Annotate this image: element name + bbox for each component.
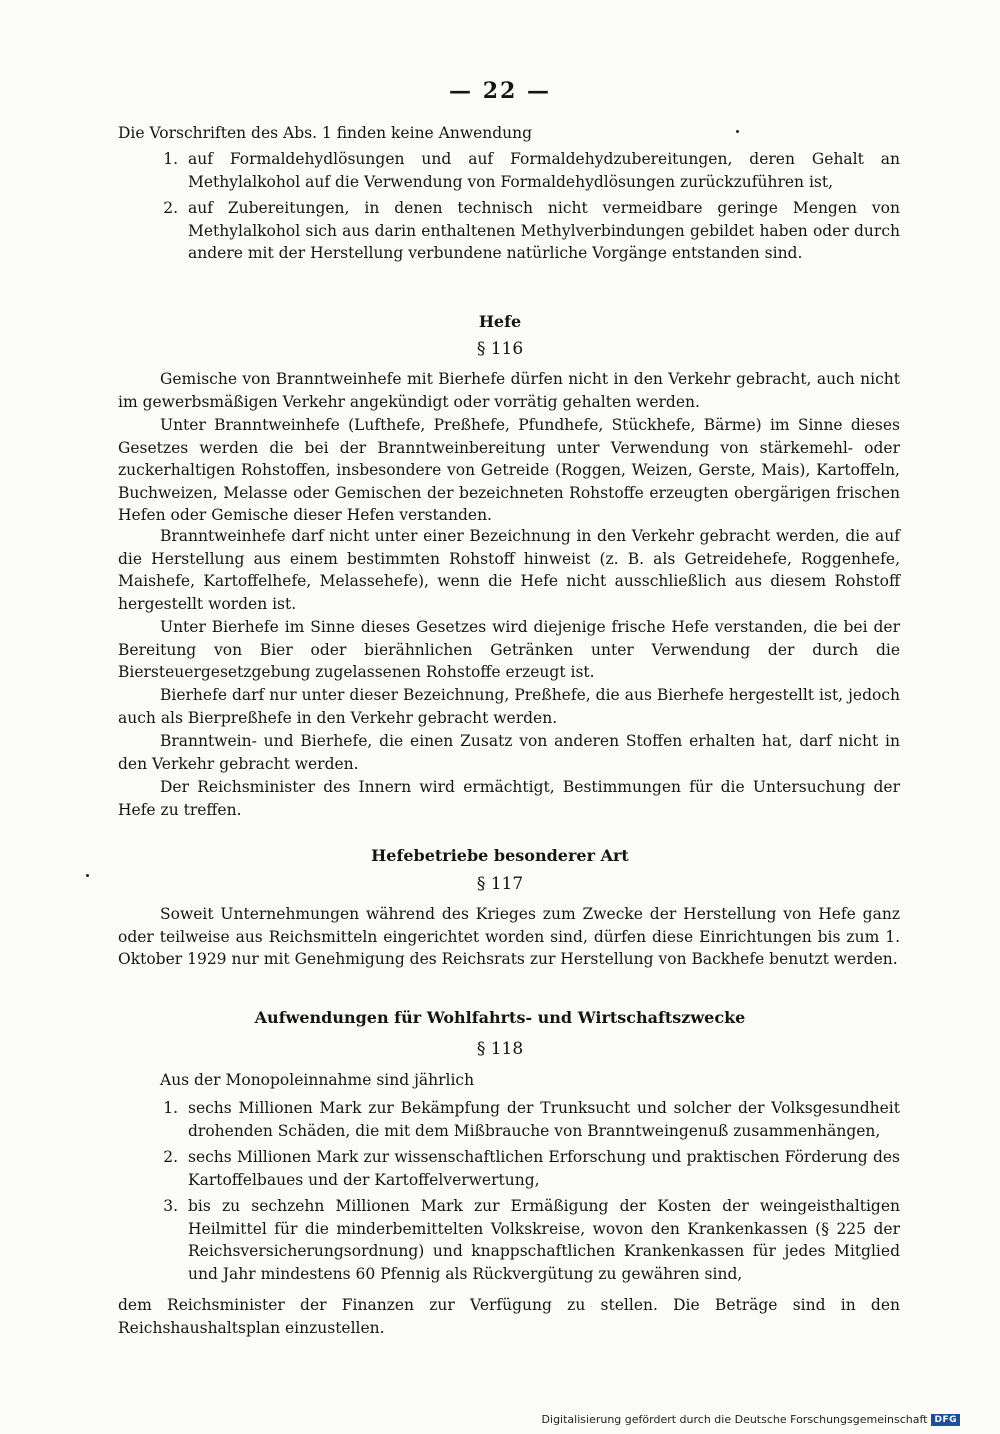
list-item [118, 1195, 900, 1285]
list-item-number: 2. [163, 199, 178, 217]
list-item [118, 1146, 900, 1191]
scan-speck [736, 130, 739, 133]
list-item-text: sechs Millionen Mark zur Bekämpfung der Trunksucht und solcher der Volksgesundheit drohenden Schäden, die mit dem Mißbrauche von Branntweingenuß zusammenhängen, [188, 1099, 900, 1140]
footer-text: Digitalisierung gefördert durch die Deutsche Forschungsgemeinschaft [541, 1413, 928, 1426]
intro-text: Die Vorschriften des Abs. 1 finden keine Anwendung [118, 124, 533, 142]
list-item-number: 2. [163, 1148, 178, 1166]
section-number-117: § 117 [476, 874, 524, 894]
closing-paragraph: dem Reichsminister der Finanzen zur Verfügung zu stellen. Die Beträge sind in den Reichshaushaltsplan einzustellen. [118, 1296, 900, 1337]
paragraph: Bierhefe darf nur unter dieser Bezeichnung, Preßhefe, die aus Bierhefe hergestellt ist, jedoch auch als Bierpreßhefe in den Verkehr gebracht werden. [118, 686, 900, 727]
section-number-118: § 118 [476, 1039, 524, 1059]
section-intro: Aus der Monopoleinnahme sind jährlich [160, 1071, 475, 1089]
list-item-number: 1. [163, 1099, 178, 1117]
intro-list [118, 148, 900, 269]
paragraph: Soweit Unternehmungen während des Krieges zum Zwecke der Herstellung von Hefe ganz oder teilweise aus Reichsmitteln eingerichtet worden sind, dürfen diese Einrichtungen bis zum 1. Oktober 1929 nur mit Genehmigung des Reichsrats zur Herstellung von Backhefe benutzt werden. [118, 905, 900, 968]
footer-credit [542, 1413, 960, 1426]
paragraph: Branntweinhefe darf nicht unter einer Bezeichnung in den Verkehr gebracht werden, die auf die Herstellung aus einem bestimmten Rohstoff hinweist (z. B. als Getreidehefe, Roggenhefe, Maishefe, Kartoffelhefe, Melassehefe), wenn die Hefe nicht ausschließlich aus diesem Rohstoff hergestellt worden ist. [118, 527, 900, 613]
paragraph: Gemische von Branntweinhefe mit Bierhefe dürfen nicht in den Verkehr gebracht, auch nicht im gewerbsmäßigen Verkehr angekündigt oder vorrätig gehalten werden. [118, 370, 900, 411]
section-heading-hefe: Hefe [478, 312, 522, 331]
section-number-116: § 116 [476, 339, 524, 359]
scan-speck [86, 874, 89, 877]
paragraph: Unter Branntweinhefe (Lufthefe, Preßhefe, Pfundhefe, Stückhefe, Bärme) im Sinne dieses Gesetzes werden die bei der Branntweinbereitung unter Verwendung von stärkemehl- oder zuckerhaltigen Rohstoffen, insbesondere von Getreide (Roggen, Weizen, Gerste, Mais), Kartoffeln, Buchweizen, Melasse oder Gemischen der bezeichneten Rohstoffe erzeugten obergärigen frischen Hefen oder Gemische dieser Hefen verstanden. [118, 416, 900, 524]
list-item-text: auf Formaldehydlösungen und auf Formaldehydzubereitungen, deren Gehalt an Methylalkohol auf die Verwendung von Formaldehydlösungen zurückzuführen ist, [188, 150, 900, 191]
measures-list [118, 1097, 900, 1289]
list-item [118, 1097, 900, 1142]
paragraph: Branntwein- und Bierhefe, die einen Zusatz von anderen Stoffen erhalten hat, darf nicht in den Verkehr gebracht werden. [118, 732, 900, 773]
list-item-text: bis zu sechzehn Millionen Mark zur Ermäßigung der Kosten der weingeisthaltigen Heilmittel für die minderbemittelten Volkskreise, wovon den Krankenkassen (§ 225 der Reichsversicherungsordnung) und knappschaftlichen Krankenkassen für jedes Mitglied und Jahr mindestens 60 Pfennig als Rückvergütung zu gewähren sind, [188, 1197, 900, 1283]
section-heading-aufwendungen: Aufwendungen für Wohlfahrts- und Wirtschaftszwecke [254, 1008, 746, 1027]
list-item-text: auf Zubereitungen, in denen technisch nicht vermeidbare geringe Mengen von Methylalkohol sich aus darin enthaltenen Methylverbindungen gebildet haben oder durch andere mit der Herstellung verbundene natürliche Vorgänge entstanden sind. [188, 199, 900, 262]
list-item-number: 3. [163, 1197, 178, 1215]
list-item [118, 148, 900, 193]
list-item-text: sechs Millionen Mark zur wissenschaftlichen Erforschung und praktischen Förderung des Kartoffelbaues und der Kartoffelverwertung, [188, 1148, 900, 1189]
dfg-logo: DFG [931, 1414, 960, 1426]
page-number: — 22 — [449, 78, 551, 104]
list-item [118, 197, 900, 265]
paragraph: Unter Bierhefe im Sinne dieses Gesetzes wird diejenige frische Hefe verstanden, die bei der Bereitung von Bier oder bierähnlichen Getränken unter Verwendung der durch die Biersteuergesetzgebung zugelassenen Rohstoffe erzeugt ist. [118, 618, 900, 681]
list-item-number: 1. [163, 150, 178, 168]
section-heading-hefebetriebe: Hefebetriebe besonderer Art [371, 846, 629, 865]
paragraph: Der Reichsminister des Innern wird ermächtigt, Bestimmungen für die Untersuchung der Hefe zu treffen. [118, 778, 900, 819]
